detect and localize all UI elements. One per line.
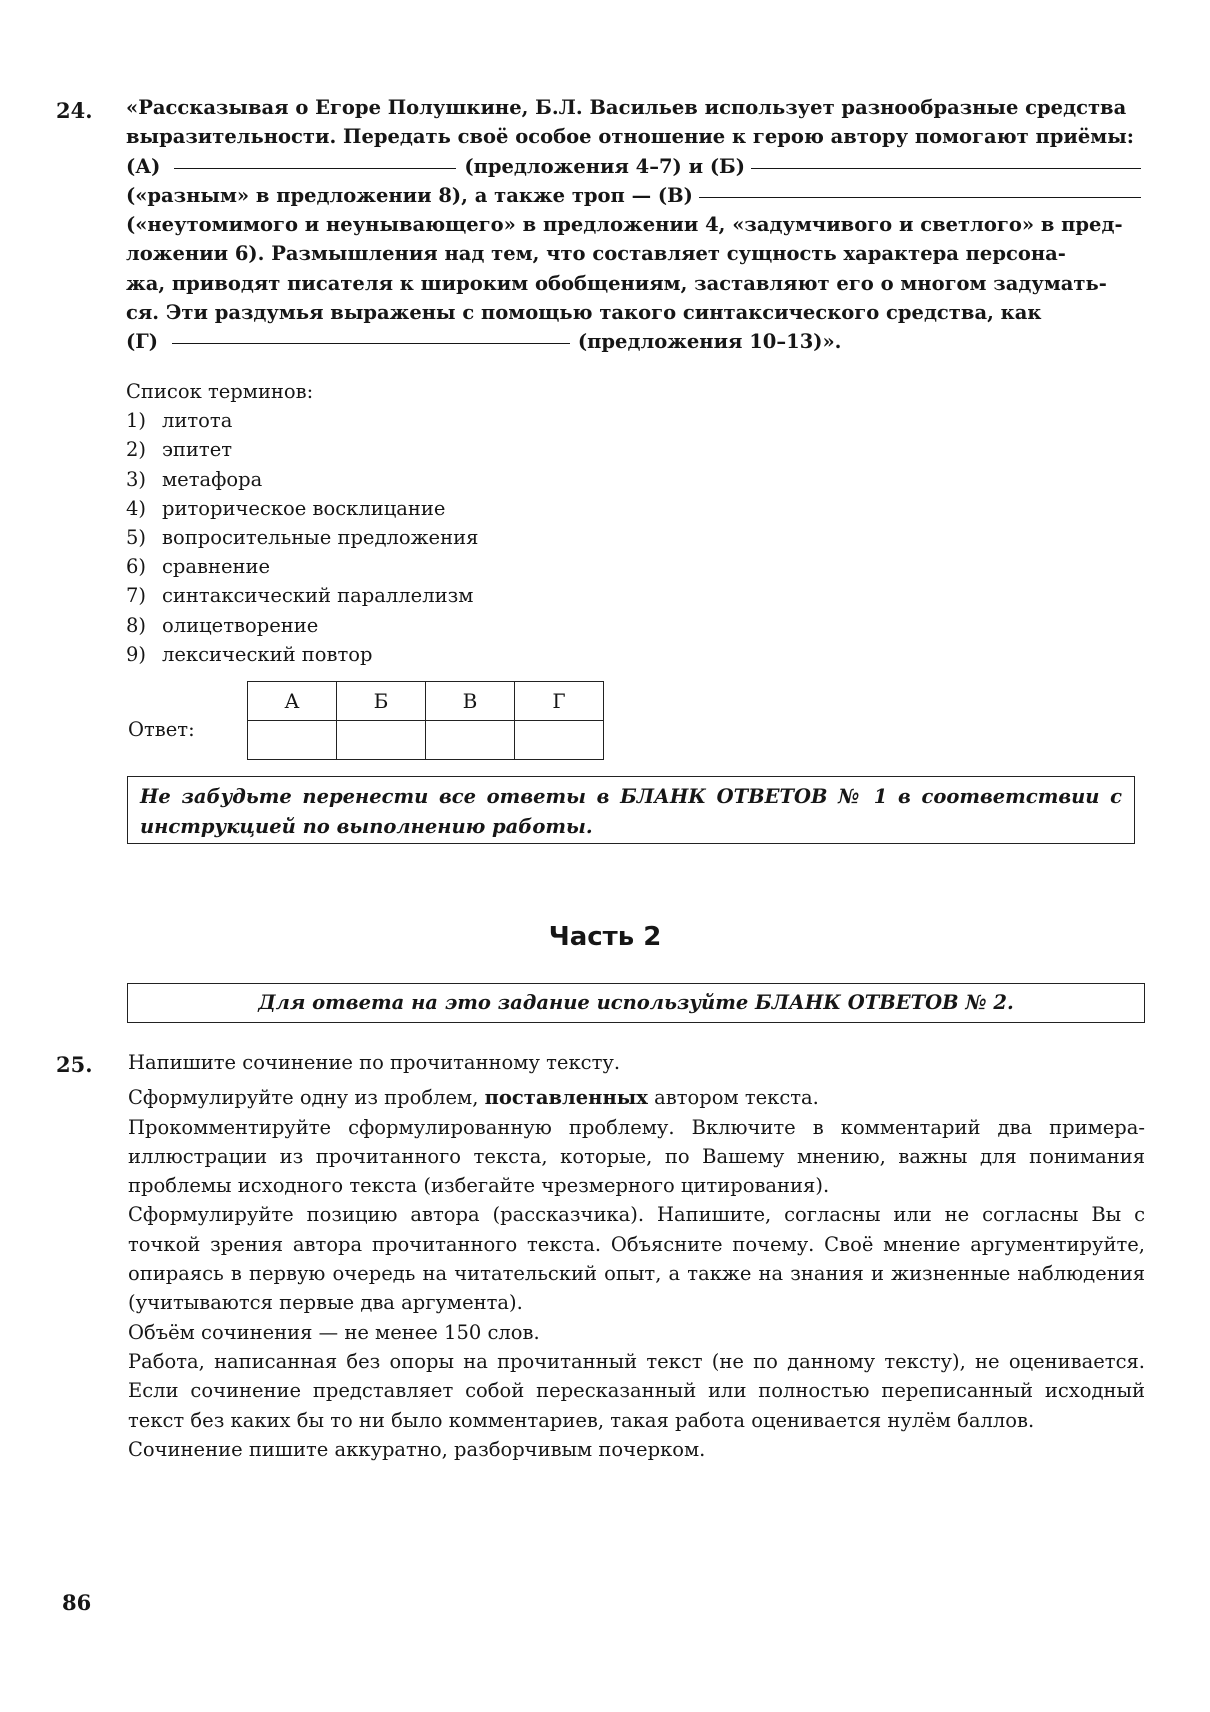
task-24-line: «Рассказывая о Егоре Полушкине, Б.Л. Васильев использует разнообразные средства	[126, 96, 1127, 119]
list-item: 4) риторическое восклицание	[126, 496, 446, 520]
list-item: 5) вопросительные предложения	[126, 526, 479, 550]
after-g-text: (предложения 10–13)».	[577, 330, 842, 354]
list-item: 3) метафора	[126, 467, 263, 491]
blank-v[interactable]	[699, 196, 1141, 198]
answer-cell-b[interactable]	[337, 721, 426, 760]
task-24-line: («неутомимого и неунывающего» в предложении 4, «задумчивого и светлого» в пред-	[126, 213, 1123, 237]
list-item: 1) литота	[126, 409, 233, 433]
after-a-text: (предложения 4–7) и (Б)	[464, 154, 745, 178]
task-24-line: жа, приводят писателя к широким обобщениям, заставляют его о многом задумать-	[126, 271, 1107, 295]
terms-heading: Список терминов:	[126, 380, 314, 403]
task-24-line	[126, 181, 1141, 210]
list-item: 7) синтаксический параллелизм	[126, 584, 474, 608]
list-item: 6) сравнение	[126, 555, 271, 579]
list-item: 9) лексический повтор	[126, 642, 373, 666]
answer-header-b: Б	[337, 682, 426, 721]
transfer-notice: Не забудьте перенести все ответы в БЛАНК ОТВЕТОВ № 1 в соответствии с инструкцией по выполнению работы.	[127, 776, 1135, 844]
answer-header-g: Г	[515, 682, 604, 721]
task-25-text	[128, 1048, 1145, 1464]
answer-header-a: А	[248, 682, 337, 721]
task-24-number: 24.	[56, 98, 93, 123]
page-number: 86	[62, 1590, 92, 1615]
list-item: 8) олицетворение	[126, 613, 319, 637]
label-a: (А)	[126, 154, 161, 178]
task-25-paragraph: Сформулируйте позицию автора (рассказчика). Напишите, согласны или не согласны Вы с точкой зрения автора прочитанного текста. Объясните почему. Своё мнение аргументируйте, опираясь в первую очередь на читательский опыт, а также на знания и жизненные наблюдения (учитываются первые два аргумента).	[128, 1203, 1145, 1315]
blank-g[interactable]	[172, 342, 570, 344]
task-24-line: ся. Эти раздумья выражены с помощью такого синтаксического средства, как	[126, 301, 1042, 325]
after-b-text: («разным» в предложении 8), а также троп — (В)	[126, 183, 693, 207]
answer-cell-v[interactable]	[426, 721, 515, 760]
task-24-text	[126, 93, 1141, 357]
answer-table	[247, 681, 604, 760]
task-24-line	[126, 152, 1141, 181]
answer-cell-g[interactable]	[515, 721, 604, 760]
task-25-paragraph: Сформулируйте одну из проблем, поставленных автором текста.	[128, 1086, 819, 1110]
label-g: (Г)	[126, 330, 158, 354]
answer-cell-a[interactable]	[248, 721, 337, 760]
task-25-paragraph: Объём сочинения — не менее 150 слов.	[128, 1320, 540, 1344]
blank-b[interactable]	[751, 167, 1141, 169]
task-25-number: 25.	[56, 1052, 93, 1077]
task-25-paragraph: Работа, написанная без опоры на прочитанный текст (не по данному тексту), не оценивается. Если сочинение представляет собой пересказанный или полностью переписанный исходный текст без каких бы то ни было комментариев, такая работа оценивается нулём баллов.	[128, 1349, 1145, 1432]
part-2-notice: Для ответа на это задание используйте БЛАНК ОТВЕТОВ № 2.	[127, 983, 1145, 1023]
answer-header-v: В	[426, 682, 515, 721]
task-24-line	[126, 327, 1141, 356]
blank-a[interactable]	[174, 167, 456, 169]
task-25-paragraph: Сочинение пишите аккуратно, разборчивым почерком.	[128, 1437, 706, 1461]
terms-list	[126, 377, 478, 669]
task-24-line: выразительности. Передать своё особое отношение к герою автору помогают приёмы:	[126, 125, 1134, 149]
task-25-paragraph: Прокомментируйте сформулированную проблему. Включите в комментарий два примера-иллюстрации из прочитанного текста, которые, по Вашему мнению, важны для понимания проблемы исходного текста (избегайте чрезмерного цитирования).	[128, 1115, 1145, 1198]
task-25-intro: Напишите сочинение по прочитанному тексту.	[128, 1051, 621, 1074]
answer-label: Ответ:	[128, 718, 195, 741]
part-2-title: Часть 2	[548, 922, 662, 952]
task-24-line: ложении 6). Размышления над тем, что составляет сущность характера персона-	[126, 242, 1066, 266]
list-item: 2) эпитет	[126, 438, 233, 462]
